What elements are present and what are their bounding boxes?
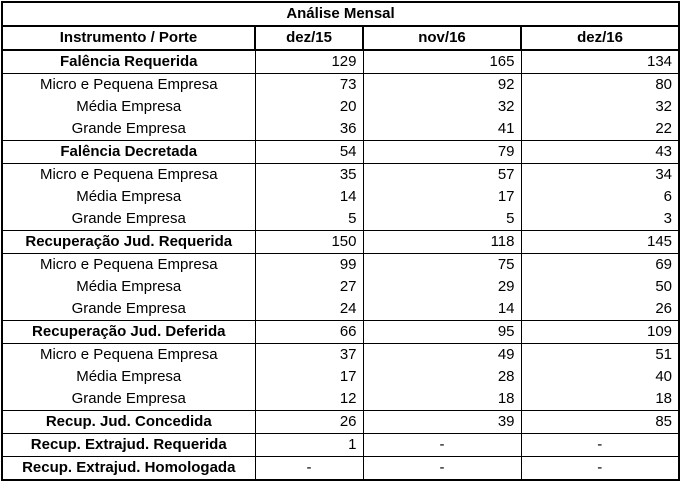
cell-value: 3 <box>521 208 679 231</box>
row-label: Grande Empresa <box>2 208 255 231</box>
cell-value: 50 <box>521 276 679 298</box>
cell-value: - <box>521 457 679 481</box>
column-header-dez16: dez/16 <box>521 26 679 50</box>
cell-value: 14 <box>255 186 363 208</box>
table-title: Análise Mensal <box>2 2 679 26</box>
cell-value: 73 <box>255 74 363 97</box>
table-row-group <box>2 141 679 164</box>
table-row-sub <box>2 298 679 321</box>
cell-value: 32 <box>363 96 521 118</box>
cell-value: 165 <box>363 50 521 74</box>
table-row-sub <box>2 164 679 187</box>
row-label: Média Empresa <box>2 186 255 208</box>
cell-value: 26 <box>521 298 679 321</box>
cell-value: 1 <box>255 434 363 457</box>
row-label: Recup. Extrajud. Requerida <box>2 434 255 457</box>
cell-value: 69 <box>521 254 679 277</box>
table-row-sub <box>2 366 679 388</box>
column-header-nov16: nov/16 <box>363 26 521 50</box>
cell-value: 26 <box>255 411 363 434</box>
cell-value: 54 <box>255 141 363 164</box>
table-row-group <box>2 457 679 481</box>
cell-value: 95 <box>363 321 521 344</box>
cell-value: 5 <box>363 208 521 231</box>
row-label: Micro e Pequena Empresa <box>2 254 255 277</box>
cell-value: 51 <box>521 344 679 367</box>
table-row-group <box>2 50 679 74</box>
table-row-sub <box>2 96 679 118</box>
cell-value: 24 <box>255 298 363 321</box>
cell-value: 43 <box>521 141 679 164</box>
row-label: Grande Empresa <box>2 118 255 141</box>
cell-value: 37 <box>255 344 363 367</box>
row-label: Média Empresa <box>2 366 255 388</box>
cell-value: 17 <box>363 186 521 208</box>
cell-value: 150 <box>255 231 363 254</box>
cell-value: 118 <box>363 231 521 254</box>
cell-value: - <box>363 457 521 481</box>
table-row-sub <box>2 186 679 208</box>
table-title-row <box>2 2 679 26</box>
column-header-instrument: Instrumento / Porte <box>2 26 255 50</box>
cell-value: 49 <box>363 344 521 367</box>
cell-value: 66 <box>255 321 363 344</box>
table-row-sub <box>2 74 679 97</box>
cell-value: 27 <box>255 276 363 298</box>
monthly-analysis-table <box>1 1 680 481</box>
cell-value: 57 <box>363 164 521 187</box>
table-row-sub <box>2 344 679 367</box>
row-label: Média Empresa <box>2 96 255 118</box>
table-row-group <box>2 321 679 344</box>
cell-value: 75 <box>363 254 521 277</box>
cell-value: 79 <box>363 141 521 164</box>
cell-value: 35 <box>255 164 363 187</box>
cell-value: 29 <box>363 276 521 298</box>
cell-value: 39 <box>363 411 521 434</box>
row-label: Recup. Jud. Concedida <box>2 411 255 434</box>
cell-value: 5 <box>255 208 363 231</box>
cell-value: 12 <box>255 388 363 411</box>
table-row-sub <box>2 388 679 411</box>
cell-value: 134 <box>521 50 679 74</box>
column-header-dez15: dez/15 <box>255 26 363 50</box>
row-label: Falência Decretada <box>2 141 255 164</box>
cell-value: 14 <box>363 298 521 321</box>
row-label: Falência Requerida <box>2 50 255 74</box>
cell-value: 41 <box>363 118 521 141</box>
row-label: Recuperação Jud. Requerida <box>2 231 255 254</box>
cell-value: 36 <box>255 118 363 141</box>
cell-value: - <box>521 434 679 457</box>
cell-value: 18 <box>363 388 521 411</box>
table-row-sub <box>2 208 679 231</box>
table-body <box>2 50 679 480</box>
row-label: Recuperação Jud. Deferida <box>2 321 255 344</box>
cell-value: - <box>363 434 521 457</box>
cell-value: 28 <box>363 366 521 388</box>
cell-value: 99 <box>255 254 363 277</box>
table-row-group <box>2 434 679 457</box>
row-label: Micro e Pequena Empresa <box>2 344 255 367</box>
row-label: Média Empresa <box>2 276 255 298</box>
row-label: Grande Empresa <box>2 388 255 411</box>
row-label: Recup. Extrajud. Homologada <box>2 457 255 481</box>
cell-value: 6 <box>521 186 679 208</box>
cell-value: 20 <box>255 96 363 118</box>
table-row-group <box>2 231 679 254</box>
cell-value: - <box>255 457 363 481</box>
table-row-sub <box>2 276 679 298</box>
row-label: Micro e Pequena Empresa <box>2 74 255 97</box>
table-row-sub <box>2 254 679 277</box>
cell-value: 34 <box>521 164 679 187</box>
table-row-group <box>2 411 679 434</box>
row-label: Micro e Pequena Empresa <box>2 164 255 187</box>
cell-value: 145 <box>521 231 679 254</box>
cell-value: 92 <box>363 74 521 97</box>
table-header-row <box>2 26 679 50</box>
cell-value: 40 <box>521 366 679 388</box>
cell-value: 17 <box>255 366 363 388</box>
table-row-sub <box>2 118 679 141</box>
cell-value: 18 <box>521 388 679 411</box>
cell-value: 22 <box>521 118 679 141</box>
cell-value: 129 <box>255 50 363 74</box>
cell-value: 80 <box>521 74 679 97</box>
row-label: Grande Empresa <box>2 298 255 321</box>
cell-value: 109 <box>521 321 679 344</box>
cell-value: 32 <box>521 96 679 118</box>
cell-value: 85 <box>521 411 679 434</box>
